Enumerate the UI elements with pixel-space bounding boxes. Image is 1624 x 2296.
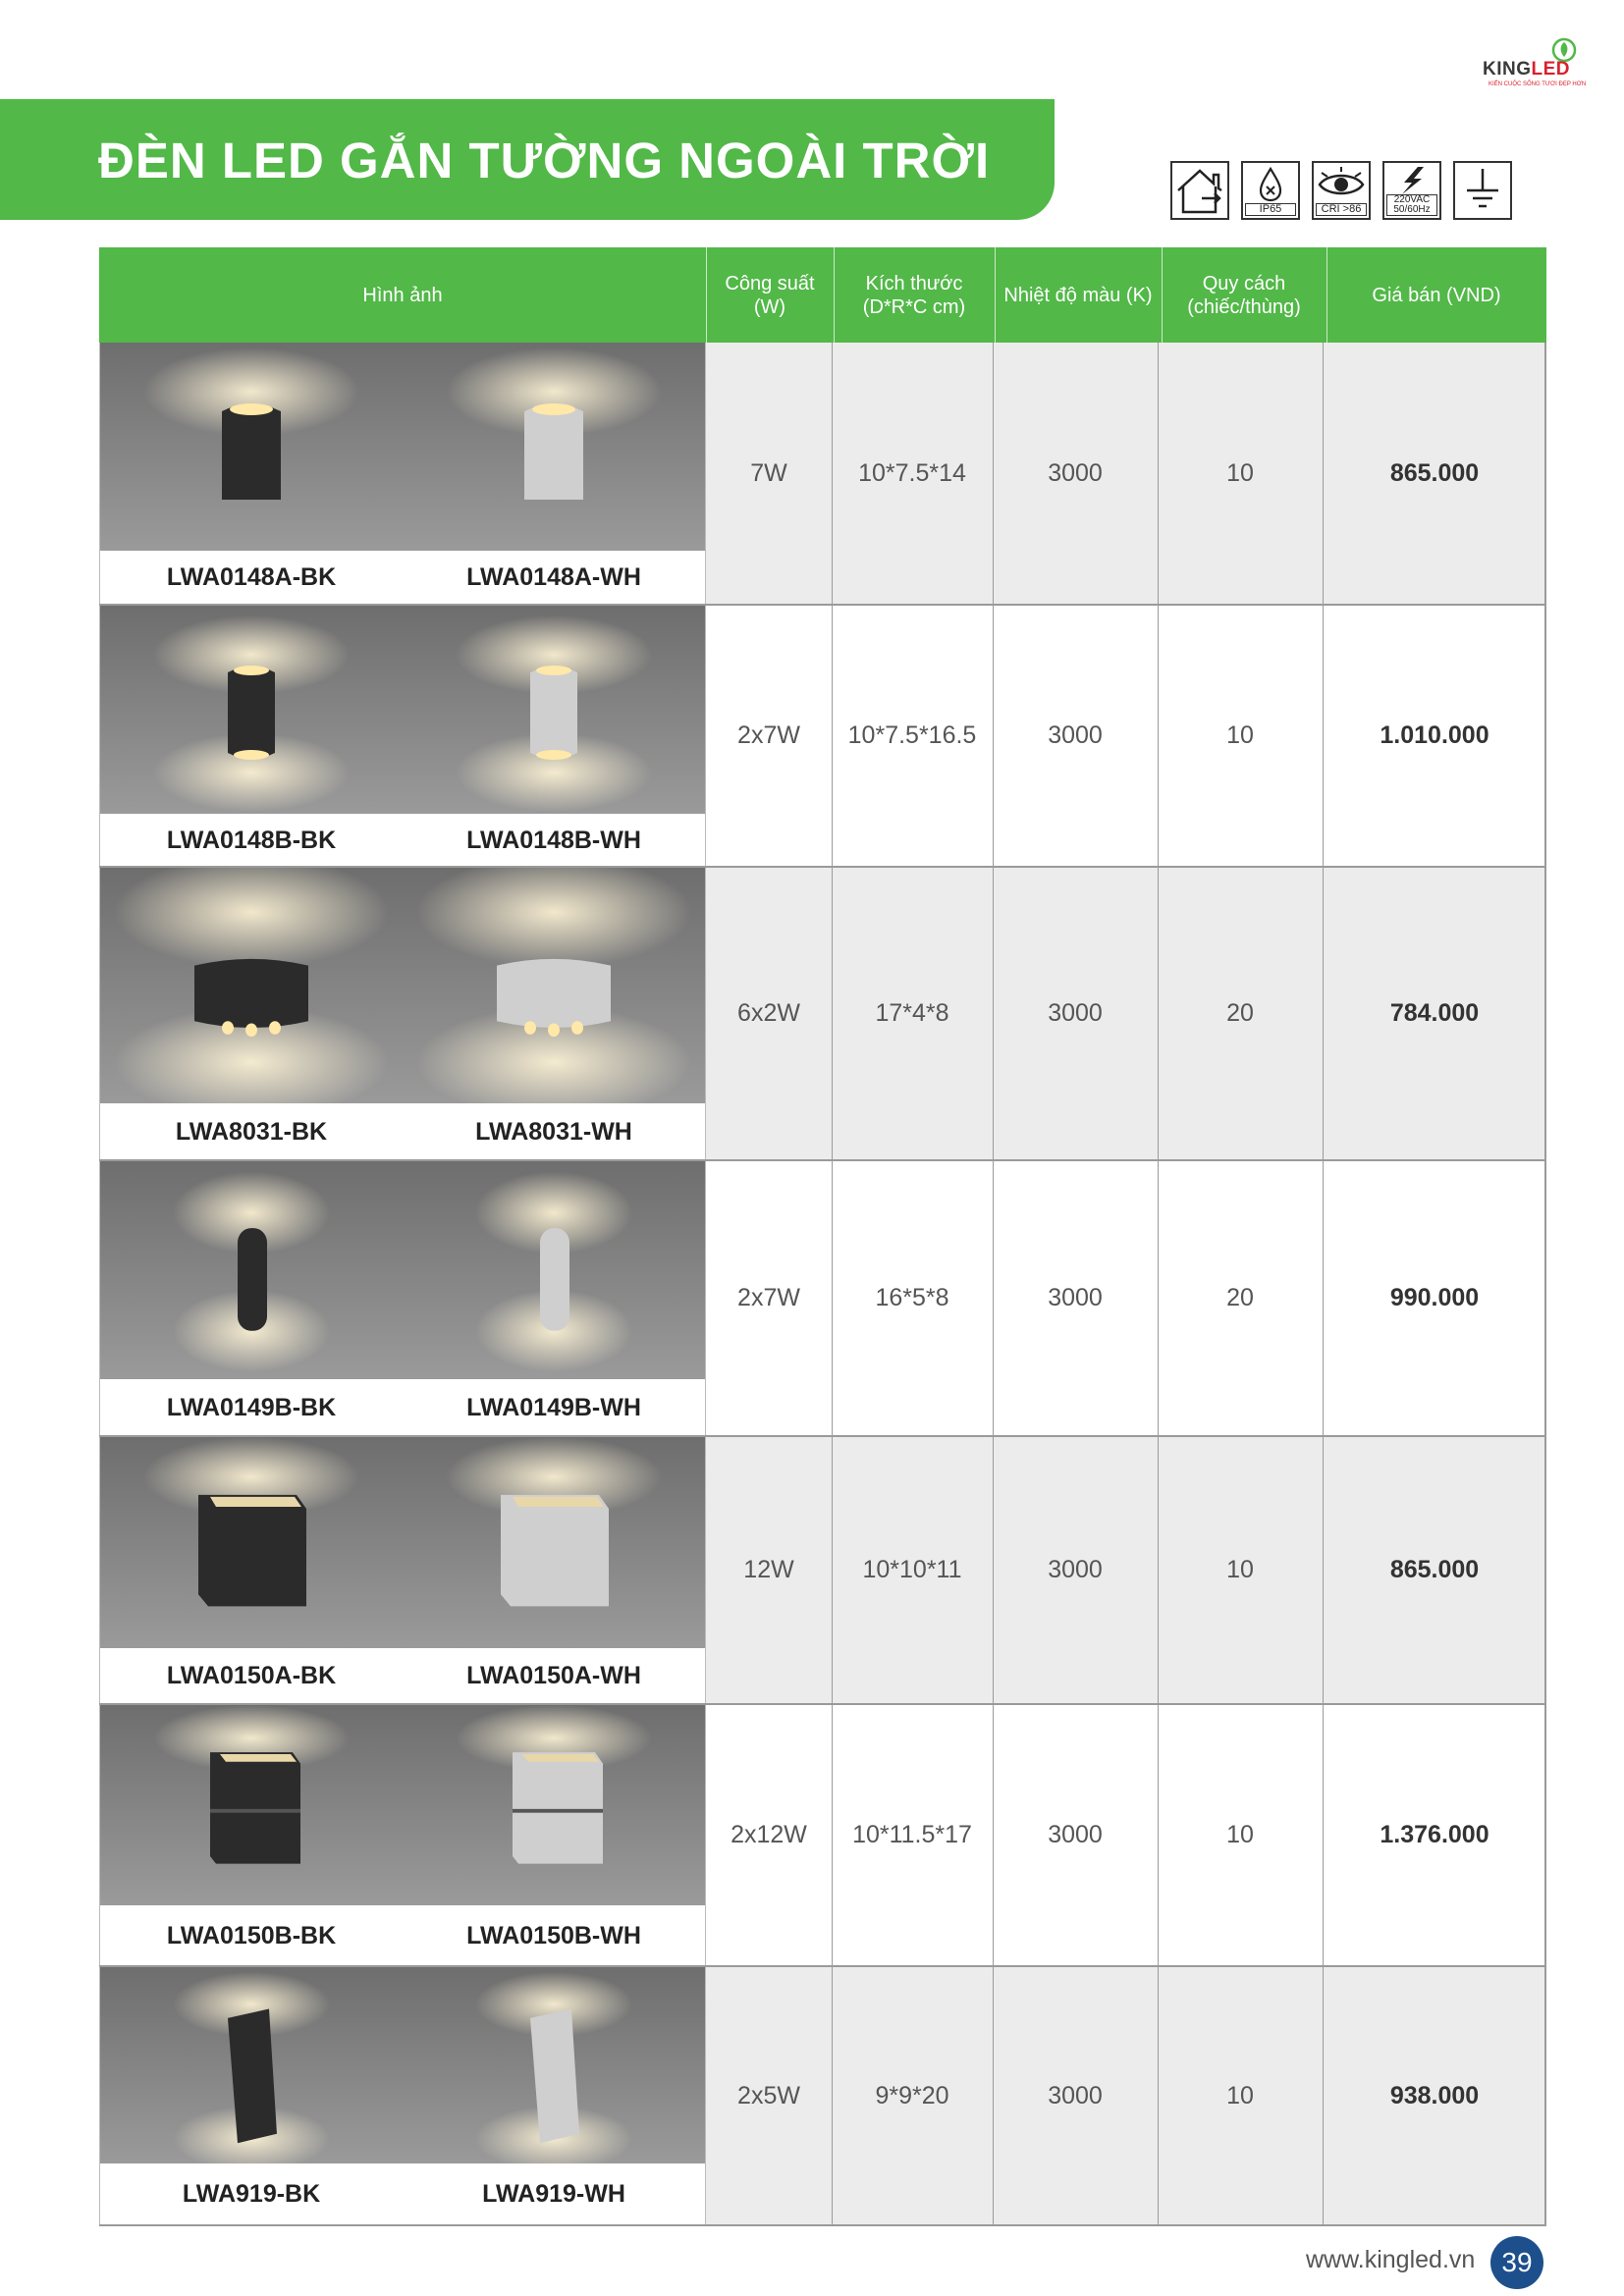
cri-eye-icon <box>1312 161 1371 220</box>
cell-power: 2x7W <box>737 721 800 749</box>
cell-price: 865.000 <box>1389 1556 1480 1583</box>
spec-cells <box>706 1967 1546 2224</box>
cell-power: 2x7W <box>737 1284 800 1311</box>
product-photo-wh <box>403 1161 705 1379</box>
table-row <box>99 606 1546 868</box>
cell-packing: 10 <box>1226 1821 1254 1848</box>
cell-color-temp: 3000 <box>1048 2081 1103 2109</box>
cell-price: 990.000 <box>1389 1284 1480 1311</box>
model-code-bk: LWA8031-BK <box>175 1118 328 1146</box>
spec-cells <box>706 606 1546 866</box>
cell-size: 10*10*11 <box>862 1556 962 1583</box>
cri-label: CRI >86 <box>1316 203 1367 216</box>
image-cell <box>99 1161 706 1435</box>
cell-price: 1.010.000 <box>1380 721 1489 749</box>
product-photo-wh <box>403 606 705 814</box>
website-url: www.kingled.vn <box>1306 2246 1476 2273</box>
model-code-wh: LWA0148B-WH <box>466 827 641 854</box>
image-cell <box>99 343 706 604</box>
image-cell <box>99 606 706 866</box>
cell-packing: 10 <box>1226 721 1254 749</box>
product-photo-bk <box>100 1437 403 1648</box>
table-row <box>99 1705 1546 1967</box>
table-row <box>99 1161 1546 1437</box>
header-size: Kích thước (D*R*C cm) <box>862 272 966 318</box>
product-photo-wh <box>403 868 705 1103</box>
model-code-wh: LWA8031-WH <box>475 1118 632 1146</box>
product-photo-wh <box>403 343 705 551</box>
spec-cells <box>706 343 1546 604</box>
model-code-wh: LWA0148A-WH <box>466 563 641 591</box>
cell-packing: 10 <box>1226 2081 1254 2109</box>
cell-size: 10*7.5*16.5 <box>847 721 977 749</box>
cell-power: 7W <box>750 458 787 487</box>
cell-color-temp: 3000 <box>1048 458 1103 487</box>
cell-size: 10*11.5*17 <box>852 1821 972 1848</box>
cell-power: 2x5W <box>737 2081 800 2109</box>
cell-power: 6x2W <box>737 999 800 1027</box>
model-code-bk: LWA0150B-BK <box>166 1922 337 1949</box>
image-cell <box>99 1705 706 1965</box>
cell-price: 1.376.000 <box>1380 1821 1489 1848</box>
product-photo-bk <box>100 1967 403 2163</box>
kingled-logo <box>1483 37 1600 92</box>
cell-color-temp: 3000 <box>1048 721 1103 749</box>
cell-color-temp: 3000 <box>1048 999 1103 1027</box>
product-photo-bk <box>100 1705 403 1905</box>
ip-rating-icon <box>1241 161 1300 220</box>
spec-cells <box>706 1437 1546 1703</box>
model-code-bk: LWA0148B-BK <box>166 827 337 854</box>
product-photo-bk <box>100 868 403 1103</box>
cell-price: 865.000 <box>1389 458 1480 487</box>
cell-size: 17*4*8 <box>875 999 949 1027</box>
spec-cells <box>706 868 1546 1159</box>
cell-size: 10*7.5*14 <box>858 458 966 487</box>
cell-size: 9*9*20 <box>875 2081 949 2109</box>
voltage-label: 220VAC 50/60Hz <box>1386 194 1437 216</box>
header-image: Hình ảnh <box>362 284 443 306</box>
image-cell <box>99 1437 706 1703</box>
table-row <box>99 1437 1546 1705</box>
table-row <box>99 1967 1546 2226</box>
product-photo-wh <box>403 1705 705 1905</box>
image-cell <box>99 868 706 1159</box>
cell-color-temp: 3000 <box>1048 1821 1103 1848</box>
product-photo-bk <box>100 1161 403 1379</box>
table-row <box>99 868 1546 1161</box>
cell-packing: 10 <box>1226 458 1254 487</box>
model-code-wh: LWA919-WH <box>482 2180 625 2208</box>
cell-color-temp: 3000 <box>1048 1284 1103 1311</box>
cell-size: 16*5*8 <box>875 1284 949 1311</box>
logo-wordmark: KINGLED <box>1483 59 1570 80</box>
cell-packing: 10 <box>1226 1556 1254 1583</box>
product-photo-wh <box>403 1437 705 1648</box>
header-packing: Quy cách (chiếc/thùng) <box>1187 272 1301 318</box>
outdoor-house-icon <box>1170 161 1229 220</box>
cell-packing: 20 <box>1226 1284 1254 1311</box>
cell-power: 12W <box>743 1556 794 1583</box>
table-header <box>99 247 1546 343</box>
product-photo-wh <box>403 1967 705 2163</box>
logo-tagline: KIẾN CUỘC SỐNG TƯƠI ĐẸP HƠN <box>1489 81 1587 87</box>
product-photo-bk <box>100 343 403 551</box>
spec-cells <box>706 1705 1546 1965</box>
voltage-icon <box>1382 161 1441 220</box>
model-code-bk: LWA919-BK <box>182 2180 321 2208</box>
model-code-wh: LWA0149B-WH <box>466 1394 641 1421</box>
model-code-wh: LWA0150B-WH <box>466 1922 641 1949</box>
page-number: 39 <box>1490 2236 1543 2289</box>
model-code-bk: LWA0150A-BK <box>166 1662 337 1689</box>
image-cell <box>99 1967 706 2224</box>
model-code-bk: LWA0148A-BK <box>166 563 337 591</box>
model-code-wh: LWA0150A-WH <box>466 1662 641 1689</box>
spec-cells <box>706 1161 1546 1435</box>
cell-price: 784.000 <box>1389 999 1480 1027</box>
cell-packing: 20 <box>1226 999 1254 1027</box>
cell-color-temp: 3000 <box>1048 1556 1103 1583</box>
product-table <box>99 247 1546 343</box>
product-photo-bk <box>100 606 403 814</box>
spec-icon-strip <box>1170 161 1512 224</box>
ground-icon <box>1453 161 1512 220</box>
cell-price: 938.000 <box>1389 2081 1480 2109</box>
ip-rating-label: IP65 <box>1245 203 1296 216</box>
header-color-temp: Nhiệt độ màu (K) <box>1003 284 1153 306</box>
header-power: Công suất (W) <box>725 272 815 318</box>
page-title: ĐÈN LED GẮN TƯỜNG NGOÀI TRỜI <box>98 133 991 188</box>
model-code-bk: LWA0149B-BK <box>166 1394 337 1421</box>
table-row <box>99 343 1546 606</box>
cell-power: 2x12W <box>731 1821 807 1848</box>
header-price: Giá bán (VND) <box>1372 284 1501 306</box>
